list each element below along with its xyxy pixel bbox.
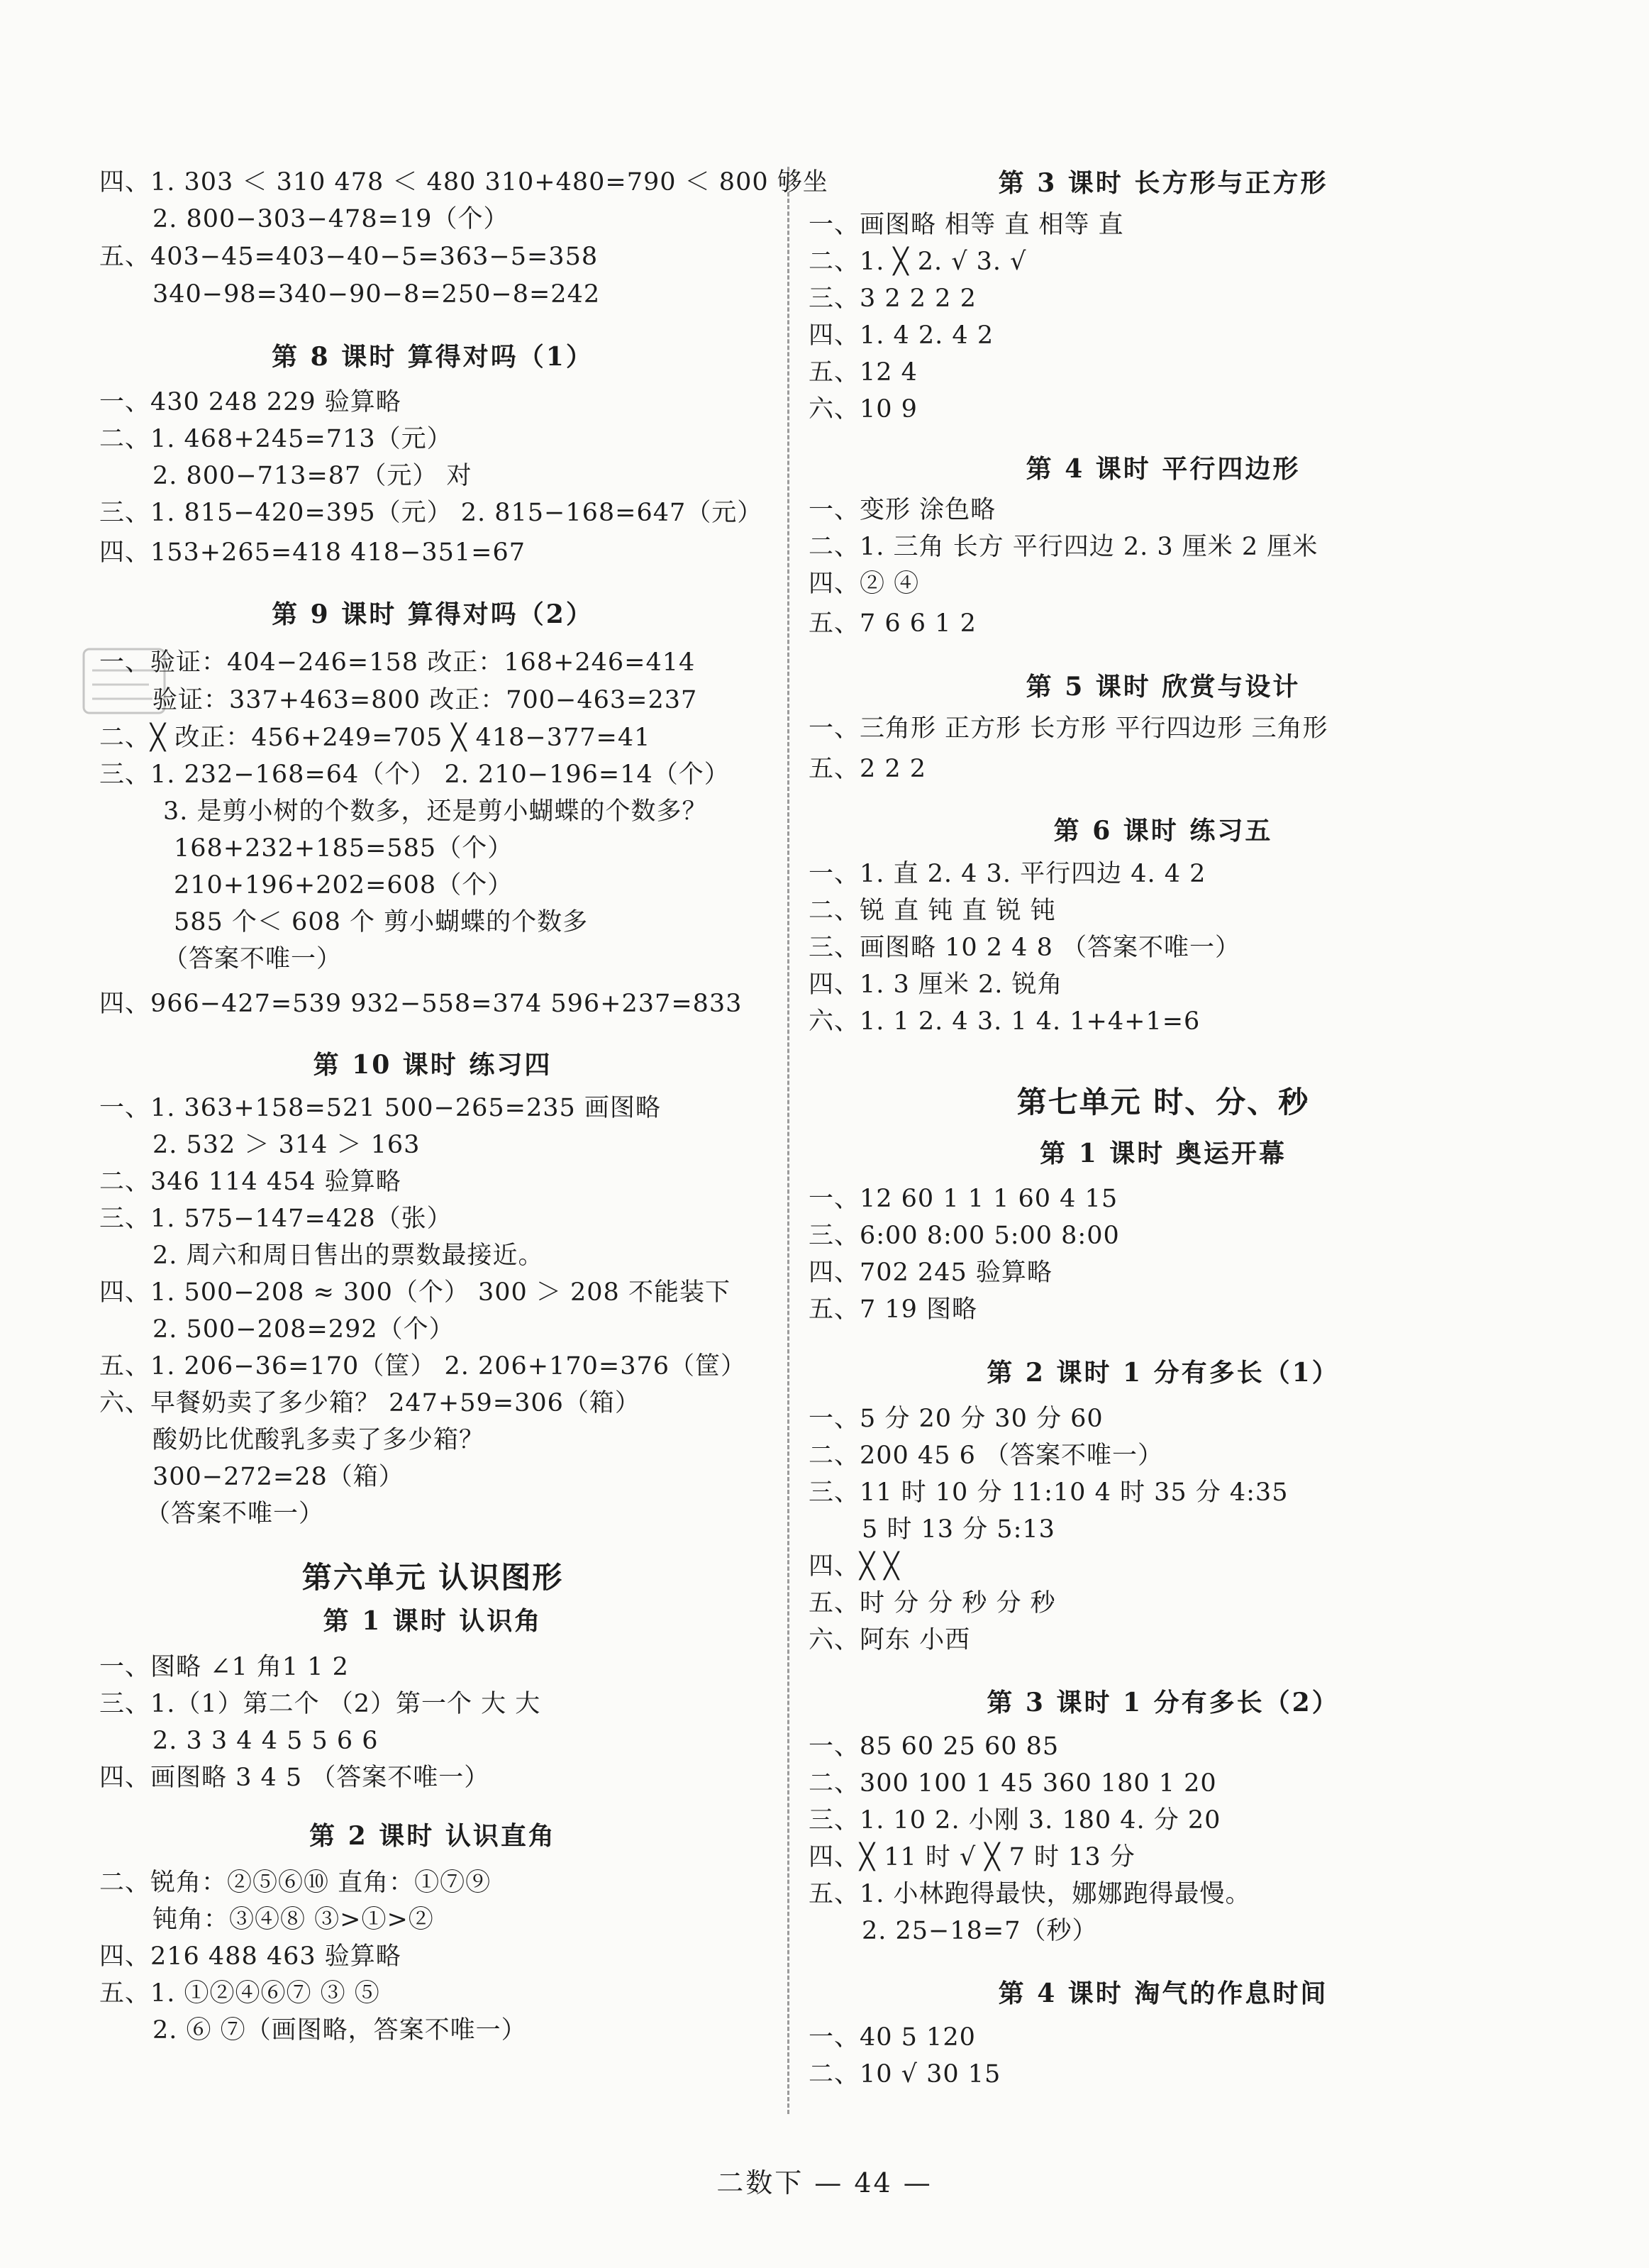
answer-line: 六、10 9 xyxy=(809,395,918,424)
answer-line: 一、画图略 相等 直 相等 直 xyxy=(809,211,1124,239)
answer-line: 三、1.（1）第二个 （2）第一个 大 大 xyxy=(99,1690,541,1718)
answer-line: 四、╳ ╳ xyxy=(809,1552,900,1581)
answer-line: 五、1. 206−36=170（筐） 2. 206+170=376（筐） xyxy=(99,1352,747,1381)
lesson-heading: 第 2 课时 认识直角 xyxy=(309,1821,556,1851)
answer-line: 三、1. 815−420=395（元） 2. 815−168=647（元） xyxy=(99,499,763,527)
answer-line: 二、300 100 1 45 360 180 1 20 xyxy=(809,1769,1217,1798)
lesson-heading: 第 1 课时 认识角 xyxy=(323,1606,543,1636)
answer-line: 三、1. 232−168=64（个） 2. 210−196=14（个） xyxy=(99,760,730,789)
lesson-heading: 第 9 课时 算得对吗（2） xyxy=(272,599,594,629)
answer-line: 一、85 60 25 60 85 xyxy=(809,1732,1060,1761)
answer-line: 二、锐角：②⑤⑥⑩ 直角：①⑦⑨ xyxy=(99,1869,492,1897)
answer-line: 二、1. ╳ 2. √ 3. √ xyxy=(809,248,1027,276)
answer-line: 2. 周六和周日售出的票数最接近。 xyxy=(152,1241,544,1270)
answer-line: 三、11 时 10 分 11:10 4 时 35 分 4:35 xyxy=(809,1478,1289,1507)
answer-line: （答案不唯一） xyxy=(145,1500,325,1528)
answer-line: 六、早餐奶卖了多少箱？ 247+59=306（箱） xyxy=(99,1389,640,1417)
unit-heading: 第七单元 时、分、秒 xyxy=(1016,1085,1310,1119)
answer-line: 六、1. 1 2. 4 3. 1 4. 1+4+1=6 xyxy=(809,1007,1201,1036)
answer-line: 一、5 分 20 分 30 分 60 xyxy=(809,1405,1104,1433)
answer-line: 四、216 488 463 验算略 xyxy=(99,1942,401,1971)
lesson-heading: 第 1 课时 奥运开幕 xyxy=(1040,1139,1287,1168)
answer-line: 验证：337+463=800 改正：700−463=237 xyxy=(152,686,698,714)
answer-line: 一、变形 涂色略 xyxy=(809,496,996,524)
answer-line: 五、1. ①②④⑥⑦ ③ ⑤ xyxy=(99,1979,380,2008)
lesson-heading: 第 4 课时 淘气的作息时间 xyxy=(998,1979,1328,2008)
answer-line: 二、10 √ 30 15 xyxy=(809,2060,1001,2089)
answer-line: 四、702 245 验算略 xyxy=(809,1259,1053,1287)
column-divider xyxy=(787,167,789,2114)
answer-line: 三、3 2 2 2 2 xyxy=(809,284,977,313)
lesson-heading: 第 2 课时 1 分有多长（1） xyxy=(987,1358,1340,1388)
answer-line: 5 时 13 分 5:13 xyxy=(862,1515,1055,1544)
lesson-heading: 第 5 课时 欣赏与设计 xyxy=(1026,672,1301,702)
answer-line: 一、1. 直 2. 4 3. 平行四边 4. 4 2 xyxy=(809,860,1206,888)
answer-line: 五、7 6 6 1 2 xyxy=(809,609,977,638)
answer-line: 四、╳ 11 时 √ ╳ 7 时 13 分 xyxy=(809,1843,1136,1871)
answer-line: 2. 3 3 4 4 5 5 6 6 xyxy=(152,1727,379,1755)
answer-line: 五、12 4 xyxy=(809,358,918,387)
answer-line: （答案不唯一） xyxy=(163,945,343,973)
lesson-heading: 第 8 课时 算得对吗（1） xyxy=(272,342,594,372)
answer-line: 300−272=28（箱） xyxy=(152,1463,404,1491)
answer-line: 二、1. 三角 长方 平行四边 2. 3 厘米 2 厘米 xyxy=(809,533,1318,561)
answer-line: 3. 是剪小树的个数多，还是剪小蝴蝶的个数多？ xyxy=(163,797,708,826)
answer-line: 酸奶比优酸乳多卖了多少箱？ xyxy=(152,1426,485,1454)
answer-line: 五、403−45=403−40−5=363−5=358 xyxy=(99,243,599,271)
answer-line: 四、153+265=418 418−351=67 xyxy=(99,538,526,567)
answer-line: 四、966−427=539 932−558=374 596+237=833 xyxy=(99,990,743,1018)
answer-line: 一、图略 ∠1 角1 1 2 xyxy=(99,1653,349,1681)
answer-line: 一、430 248 229 验算略 xyxy=(99,388,401,416)
answer-line: 五、7 19 图略 xyxy=(809,1295,978,1324)
lesson-heading: 第 10 课时 练习四 xyxy=(313,1050,553,1080)
answer-line: 钝角：③④⑧ ③>①>② xyxy=(152,1905,434,1934)
lesson-heading: 第 4 课时 平行四边形 xyxy=(1026,454,1301,484)
answer-line: 四、1. 4 2. 4 2 xyxy=(809,321,994,350)
answer-line: 二、锐 直 钝 直 锐 钝 xyxy=(809,897,1056,925)
answer-line: 2. 800−303−478=19（个） xyxy=(152,205,509,233)
answer-line: 二、346 114 454 验算略 xyxy=(99,1168,401,1196)
answer-line: 二、200 45 6 （答案不唯一） xyxy=(809,1442,1163,1470)
answer-line: 2. 800−713=87（元） 对 xyxy=(152,462,472,490)
answer-line: 四、② ④ xyxy=(809,570,920,598)
lesson-heading: 第 3 课时 长方形与正方形 xyxy=(998,168,1328,198)
answer-line: 168+232+185=585（个） xyxy=(174,834,513,863)
answer-line: 三、1. 10 2. 小刚 3. 180 4. 分 20 xyxy=(809,1806,1221,1835)
answer-line: 一、验证：404−246=158 改正：168+246=414 xyxy=(99,648,696,677)
lesson-heading: 第 3 课时 1 分有多长（2） xyxy=(987,1688,1340,1717)
answer-line: 一、12 60 1 1 1 60 4 15 xyxy=(809,1185,1118,1213)
answer-line: 二、╳ 改正：456+249=705 ╳ 418−377=41 xyxy=(99,724,651,752)
answer-line: 五、2 2 2 xyxy=(809,755,927,783)
answer-line: 一、1. 363+158=521 500−265=235 画图略 xyxy=(99,1094,661,1122)
answer-line: 四、1. 500−208 ≈ 300（个） 300 ＞ 208 不能装下 xyxy=(99,1278,731,1307)
answer-line: 四、画图略 3 4 5 （答案不唯一） xyxy=(99,1764,490,1792)
answer-line: 2. 25−18=7（秒） xyxy=(862,1917,1098,1945)
answer-line: 四、1. 3 厘米 2. 锐角 xyxy=(809,970,1063,999)
lesson-heading: 第 6 课时 练习五 xyxy=(1053,816,1273,846)
answer-line: 一、40 5 120 xyxy=(809,2023,976,2052)
answer-line: 三、画图略 10 2 4 8 （答案不唯一） xyxy=(809,934,1240,962)
answer-line: 一、三角形 正方形 长方形 平行四边形 三角形 xyxy=(809,714,1328,743)
answer-line: 三、1. 575−147=428（张） xyxy=(99,1205,452,1233)
answer-line: 585 个＜ 608 个 剪小蝴蝶的个数多 xyxy=(174,908,589,936)
answer-line: 六、阿东 小西 xyxy=(809,1626,971,1654)
answer-line: 2. ⑥ ⑦（画图略，答案不唯一） xyxy=(152,2016,527,2045)
answer-line: 340−98=340−90−8=250−8=242 xyxy=(152,280,601,309)
page-footer: 二数下 — 44 — xyxy=(716,2167,933,2198)
answer-line: 二、1. 468+245=713（元） xyxy=(99,425,452,453)
answer-line: 五、1. 小林跑得最快，娜娜跑得最慢。 xyxy=(809,1880,1251,1908)
answer-line: 2. 532 ＞ 314 ＞ 163 xyxy=(152,1131,421,1159)
answer-line: 五、时 分 分 秒 分 秒 xyxy=(809,1589,1056,1617)
answer-line: 四、1. 303 ＜ 310 478 ＜ 480 310+480=790 ＜ 800 够坐 xyxy=(99,168,828,197)
unit-heading: 第六单元 认识图形 xyxy=(301,1560,564,1595)
answer-line: 210+196+202=608（个） xyxy=(174,871,513,900)
answer-line: 2. 500−208=292（个） xyxy=(152,1315,455,1344)
answer-line: 三、6:00 8:00 5:00 8:00 xyxy=(809,1222,1120,1250)
